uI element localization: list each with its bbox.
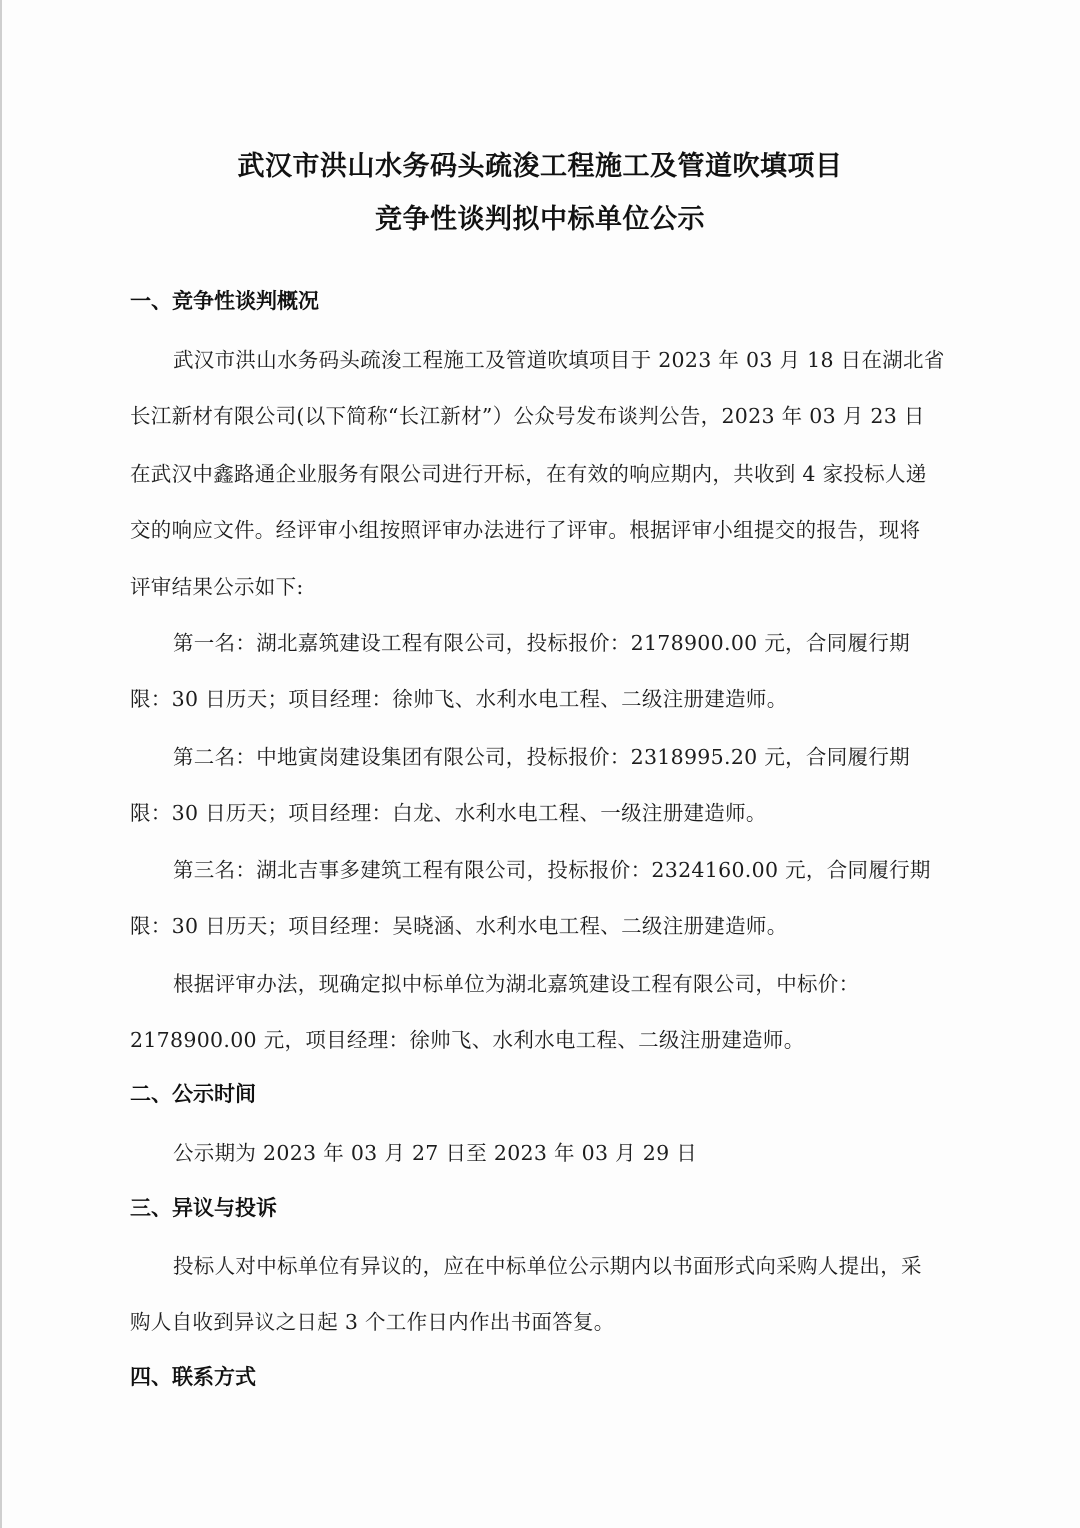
publicity-period-line: 公示期为 2023 年 03 月 27 日至 2023 年 03 月 29 日 [173, 1141, 698, 1165]
rank-3-line: 限：30 日历天；项目经理：吴晓涵、水利水电工程、二级注册建造师。 [130, 914, 788, 938]
document-title-line-1: 武汉市洪山水务码头疏浚工程施工及管道吹填项目 [237, 151, 843, 182]
paragraph-line: 交的响应文件。经评审小组按照评审办法进行了评审。根据评审小组提交的报告，现将 [130, 518, 921, 542]
section-heading-objections: 三、异议与投诉 [130, 1196, 277, 1220]
decision-line: 根据评审办法，现确定拟中标单位为湖北嘉筑建设工程有限公司，中标价： [173, 972, 860, 996]
section-heading-publicity-period: 二、公示时间 [130, 1082, 256, 1106]
section-heading-overview: 一、竞争性谈判概况 [130, 289, 319, 313]
rank-1-line: 限：30 日历天；项目经理：徐帅飞、水利水电工程、二级注册建造师。 [130, 687, 788, 711]
rank-1-line: 第一名：湖北嘉筑建设工程有限公司，投标报价：2178900.00 元，合同履行期 [173, 631, 910, 655]
rank-2-line: 限：30 日历天；项目经理：白龙、水利水电工程、一级注册建造师。 [130, 801, 767, 825]
decision-line: 2178900.00 元，项目经理：徐帅飞、水利水电工程、二级注册建造师。 [130, 1028, 805, 1052]
paragraph-line: 长江新材有限公司(以下简称“长江新材”）公众号发布谈判公告，2023 年 03 月 23 日 [130, 404, 925, 428]
section-heading-contact: 四、联系方式 [130, 1365, 256, 1389]
paragraph-line: 评审结果公示如下: [130, 575, 304, 599]
rank-3-line: 第三名：湖北吉事多建筑工程有限公司，投标报价：2324160.00 元，合同履行期 [173, 858, 931, 882]
rank-2-line: 第二名：中地寅岗建设集团有限公司，投标报价：2318995.20 元，合同履行期 [173, 745, 910, 769]
objection-line: 购人自收到异议之日起 3 个工作日内作出书面答复。 [130, 1310, 615, 1334]
paragraph-line: 武汉市洪山水务码头疏浚工程施工及管道吹填项目于 2023 年 03 月 18 日在湖北省 [173, 348, 945, 372]
document-title-line-2: 竞争性谈判拟中标单位公示 [375, 204, 705, 235]
paragraph-line: 在武汉中鑫路通企业服务有限公司进行开标，在有效的响应期内，共收到 4 家投标人递 [130, 462, 927, 486]
objection-line: 投标人对中标单位有异议的，应在中标单位公示期内以书面形式向采购人提出，采 [173, 1254, 922, 1278]
